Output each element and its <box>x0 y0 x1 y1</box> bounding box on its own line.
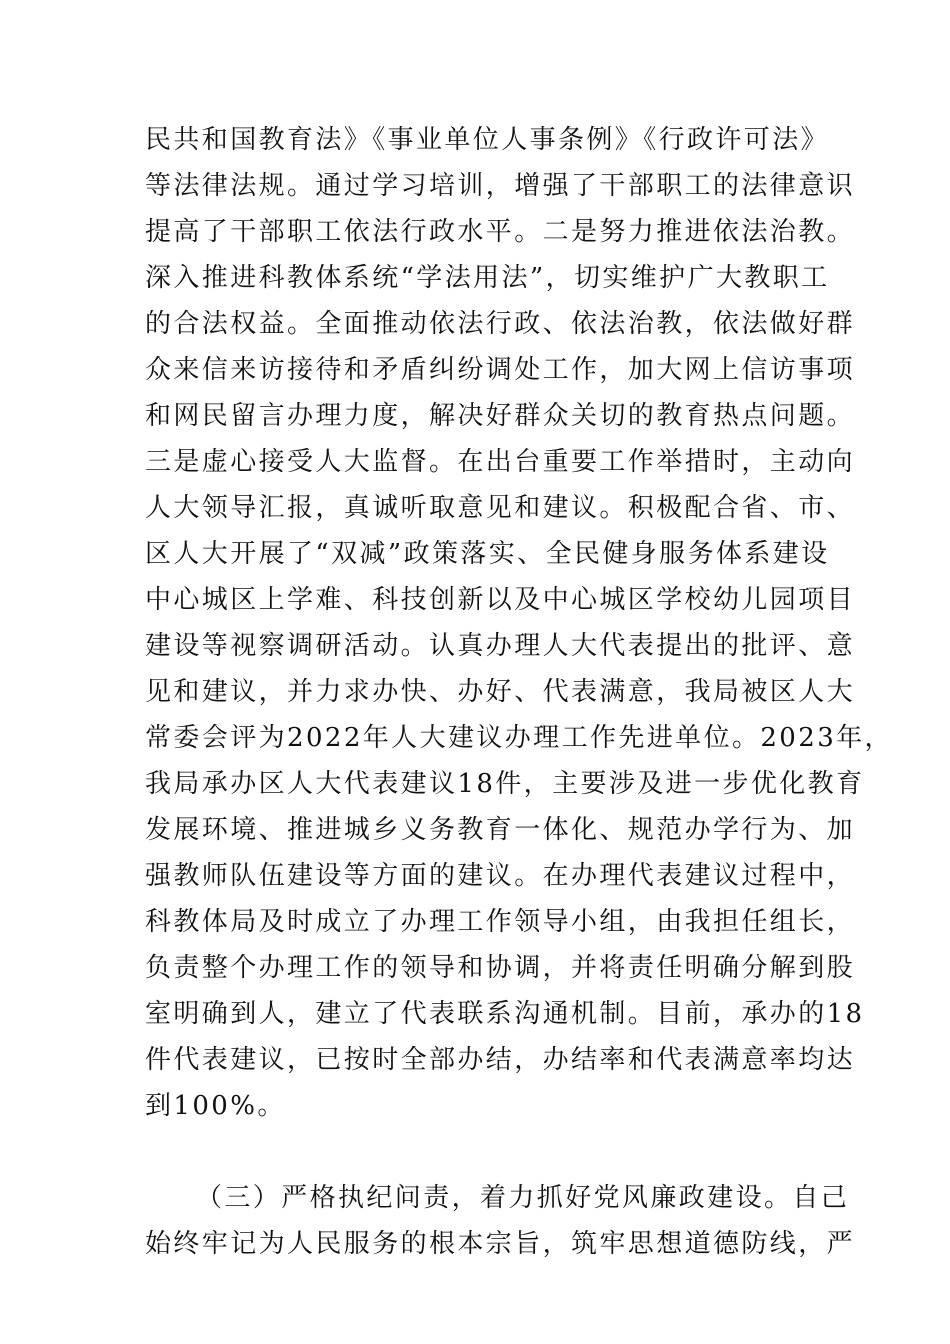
text-line: 件代表建议，已按时全部办结，办结率和代表满意率均达 <box>145 1045 856 1075</box>
text-line: 提高了干部职工依法行政水平。二是努力推进依法治教。 <box>145 217 856 247</box>
text-line: 科教体局及时成立了办理工作领导小组，由我担任组长， <box>145 907 856 937</box>
text-line: 和网民留言办理力度，解决好群众关切的教育热点问题。 <box>145 401 856 431</box>
text-line: 常委会评为2022年人大建议办理工作先进单位。2023年， <box>145 723 893 753</box>
text-line: 区人大开展了“双减”政策落实、全民健身服务体系建设 <box>145 539 830 569</box>
text-line: 众来信来访接待和矛盾纠纷调处工作，加大网上信访事项 <box>145 355 856 385</box>
text-line: 的合法权益。全面推动依法行政、依法治教，依法做好群 <box>145 309 856 339</box>
text-line: 室明确到人，建立了代表联系沟通机制。目前，承办的18 <box>145 999 865 1029</box>
text-line: 民共和国教育法》《事业单位人事条例》《行政许可法》 <box>145 125 830 155</box>
text-line: 我局承办区人大代表建议18件，主要涉及进一步优化教育 <box>145 769 865 799</box>
text-line: 发展环境、推进城乡义务教育一体化、规范办学行为、加 <box>145 815 856 845</box>
section-heading-line: （三）严格执纪问责，着力抓好党风廉政建设。自己 <box>196 1183 850 1213</box>
text-line: 强教师队伍建设等方面的建议。在办理代表建议过程中， <box>145 861 856 891</box>
text-line: 等法律法规。通过学习培训，增强了干部职工的法律意识 <box>145 171 856 201</box>
text-line: 深入推进科教体系统“学法用法”，切实维护广大教职工 <box>145 263 830 293</box>
text-line: 到100%。 <box>145 1091 286 1121</box>
text-line: 建设等视察调研活动。认真办理人大代表提出的批评、意 <box>145 631 856 661</box>
text-line: 始终牢记为人民服务的根本宗旨，筑牢思想道德防线，严 <box>145 1229 856 1259</box>
text-line: 负责整个办理工作的领导和协调，并将责任明确分解到股 <box>145 953 856 983</box>
text-line: 中心城区上学难、科技创新以及中心城区学校幼儿园项目 <box>145 585 856 615</box>
text-line: 三是虚心接受人大监督。在出台重要工作举措时，主动向 <box>145 447 856 477</box>
text-line: 见和建议，并力求办快、办好、代表满意，我局被区人大 <box>145 677 856 707</box>
text-line: 人大领导汇报，真诚听取意见和建议。积极配合省、市、 <box>145 493 856 523</box>
